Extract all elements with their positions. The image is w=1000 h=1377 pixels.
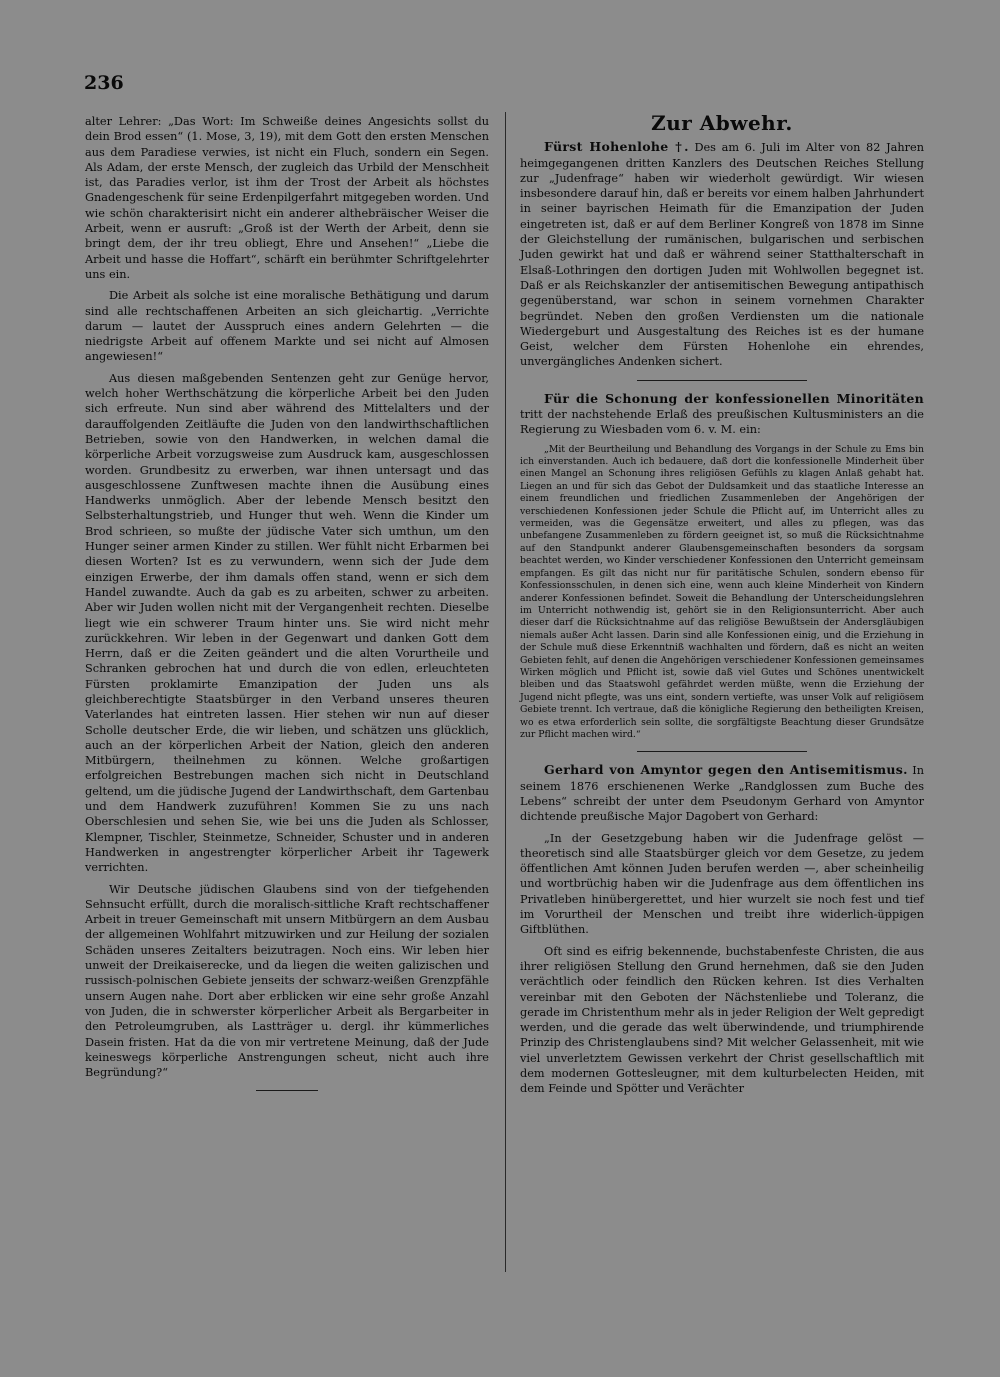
article-text: In seinem 1876 erschienenen Werke „Randglossen zum Buche des Lebens“ schreibt der unter dem Pseudonym Gerhard von Amyntor dichtende preußische Major Dagobert von Gerhard: [520, 764, 924, 824]
decree-quote: „Mit der Beurtheilung und Behandlung des Vorgangs in der Schule zu Ems bin ich einverstanden. Auch ich bedauere, daß dort die konfessionelle Minderheit über einen Mangel an Schonung ihres religiösen Gefühls zu klagen Anlaß gehabt hat. Liegen an und für sich das Gebot der Duldsamkeit und das staatliche Interesse an einem freundlichen und friedlichen Zusammenleben der Angehörigen der verschiedenen Konfessionen jeder Schule die Pflicht auf, im Unterricht alles zu vermeiden, was die Gegensätze erweitert, und alles zu pflegen, was das unbefangene Zusammenleben zu fördern geeignet ist, so muß die Rücksichtnahme auf den Standpunkt anderer Glaubensgemeinschaften besonders da sorgsam beachtet werden, wo Kinder verschiedener Konfessionen den Unterricht gemeinsam empfangen. Es gilt das nicht nur für paritätische Schulen, sondern ebenso für Konfessionsschulen, in denen sich eine, wenn auch kleine Minderheit von Kindern anderer Konfessionen befindet. Soweit die Behandlung der Unterscheidungslehren im Unterricht nothwendig ist, gehört sie in den Religionsunterricht. Aber auch dieser darf die Rücksichtnahme auf das religiöse Bewußtsein der Andersgläubigen niemals außer Acht lassen. Darin sind alle Konfessionen einig, und die Erziehung in der Schule muß diese Erkenntniß wachhalten und fördern, daß es nicht an weiten Gebieten fehlt, auf denen die Angehörigen verschiedener Konfessionen gemeinsames Wirken möglich und Pflicht ist, sowie daß viel Gutes und Schönes unentwickelt bleiben und das Staatswohl gefährdet werden müßte, wenn die Erziehung der Jugend nicht pflegte, was uns eint, sondern vertiefte, was unser Volk auf religiösem Gebiete trennt. Ich vertraue, daß die königliche Regierung den betheiligten Kreisen, wo es etwa erforderlich sein sollte, die sorgfältigste Beachtung dieser Grundsätze zur Pflicht machen wird.“ [520, 443, 924, 740]
article-amyntor [520, 762, 924, 824]
right-column [520, 111, 925, 1103]
column-divider [505, 112, 506, 1272]
article-paragraph: Oft sind es eifrig bekennende, buchstabenfeste Christen, die aus ihrer religiösen Stellung den Grund hernehmen, daß sie den Juden verächtlich oder feindlich den Rücken kehren. Ist dies Verhalten vereinbar mit den Geboten der Nächstenliebe und Toleranz, die gerade im Christenthum mehr als in jeder Religion der Welt gepredigt werden, und die gerade das welt überwindende, und triumphirende Prinzip des Christenglaubens sind? Mit welcher Gelassenheit, mit wie viel unverletztem Gewissen verkehrt der Christ gesellschaftlich mit dem modernen Gottesleugner, mit dem kulturbelecten Heiden, mit dem Feinde und Spötter und Verächter [520, 944, 924, 1096]
left-paragraph: Die Arbeit als solche ist eine moralische Bethätigung und darum sind alle rechtschaffenen Arbeiten an sich gleichartig. „Verrichte darum — lautet der Ausspruch eines andern Gelehrten — die niedrigste Arbeit auf offenem Markte und sei nicht auf Almosen angewiesen!“ [85, 289, 489, 364]
article-separator [637, 380, 807, 381]
left-column [85, 114, 489, 1091]
article-separator [637, 751, 807, 752]
article-text: tritt der nachstehende Erlaß des preußischen Kultusministers an die Regierung zu Wiesbaden vom 6. v. M. ein: [520, 408, 924, 437]
page-number: 236 [84, 72, 124, 94]
article-title: Fürst Hohenlohe †. [544, 139, 689, 155]
left-paragraph: alter Lehrer: „Das Wort: Im Schweiße deines Angesichts sollst du dein Brod essen“ (1. Mose, 3, 19), mit dem Gott den ersten Menschen aus dem Paradiese verwies, ist nicht ein Fluch, sondern ein Segen. Als Adam, der erste Mensch, der zugleich das Urbild der Menschheit ist, das Paradies verlor, ist ihm der Trost der Arbeit als höchstes Gnadengeschenk für seine Erdenpilgerfahrt mitgegeben worden. Und wie schön charakterisirt nicht ein anderer althebräischer Weiser die Arbeit, wenn er ausruft: „Groß ist der Werth der Arbeit, denn sie bringt dem, der ihr treu obliegt, Ehre und Ansehen!“ „Liebe die Arbeit und hasse die Hoffart“, schärft ein berühmter Schriftgelehrter uns ein. [85, 115, 489, 281]
section-heading: Zur Abwehr. [651, 111, 793, 135]
article-title: Gerhard von Amyntor gegen den Antisemitismus. [544, 762, 908, 778]
article-paragraph: „In der Gesetzgebung haben wir die Judenfrage gelöst — theoretisch sind alle Staatsbürger gleich vor dem Gesetze, zu jedem öffentlichen Amt können Juden berufen werden —, aber scheinheilig und wortbrüchig haben wir die Judenfrage aus dem öffentlichen ins Privatleben hinübergerettet, und hier wurzelt sie noch fest und tief im Vorurtheil der Menschen und treibt ihre widerlich-üppigen Giftblüthen. [520, 831, 924, 937]
left-paragraph: Aus diesen maßgebenden Sentenzen geht zur Genüge hervor, welch hoher Werthschätzung die körperliche Arbeit bei den Juden sich erfreute. Nun sind aber während des Mittelalters und der darauffolgenden Zeitläufte die Juden von den landwirthschaftlichen Betrieben, sowie von den Handwerken, in welchen damal die körperliche Arbeit vorzugsweise zum Ausdruck kam, ausgeschlossen worden. Grundbesitz zu erwerben, war ihnen untersagt und das ausgeschlossene Zunftwesen machte ihnen die Ausübung eines Handwerks unmöglich. Aber der lebende Mensch besitzt den Selbsterhaltungstrieb, und Hunger thut weh. Wenn die Kinder um Brod schrieen, so mußte der jüdische Vater sich umthun, um den Hunger seiner armen Kinder zu stillen. Wer fühlt nicht Erbarmen bei diesen Worten? Ist es zu verwundern, wenn sich der Jude dem einzigen Erwerbe, der ihm damals offen stand, wenn er sich dem Handel zuwandte. Auch da gab es zu arbeiten, schwer zu arbeiten. Aber wir Juden wollen nicht mit der Vergangenheit rechten. Dieselbe liegt wie ein schwerer Traum hinter uns. Sie wird nicht mehr zurückkehren. Wir leben in der Gegenwart und danken Gott dem Herrn, daß er die Zeiten geändert und die alten Vorurtheile und Schranken gebrochen hat und durch die von edlen, erleuchteten Fürsten proklamirte Emanzipation der Juden uns als gleichberechtigte Staatsbürger in den Verband unseres theuren Vaterlandes hat eintreten lassen. Hier stehen wir nun auf dieser Scholle deutscher Erde, die wir lieben, und schätzen uns glücklich, auch an der körperlichen Arbeit der Nation, gleich den anderen Mitbürgern, theilnehmen zu können. Welche großartigen erfolgreichen Bestrebungen machen sich nicht in Deutschland geltend, um die jüdische Jugend der Landwirthschaft, dem Gartenbau und dem Handwerk zuzuführen! Kommen Sie zu uns nach Oberschlesien und sehen Sie, wie bei uns die Juden als Schlosser, Klempner, Tischler, Steinmetze, Schneider, Schuster und in anderen Handwerken in angestrengter körperlicher Arbeit ihr Tagewerk verrichten. [85, 371, 489, 875]
article-hohenlohe [520, 139, 924, 369]
article-text: Des am 6. Juli im Alter von 82 Jahren heimgegangenen dritten Kanzlers des Deutschen Reiches Stellung zur „Judenfrage“ haben wir wiederholt gewürdigt. Wir wiesen insbesondere darauf hin, daß er bereits vor einem halben Jahrhundert in seiner bayrischen Heimath für die Emanzipation der Juden eingetreten ist, daß er auf dem Berliner Kongreß von 1878 im Sinne der Gleichstellung der rumänischen, bulgarischen und serbischen Juden gewirkt hat und daß er während seiner Statthalterschaft in Elsaß-Lothringen den dortigen Juden mit Wohlwollen begegnet ist. Daß er als Reichskanzler der antisemitischen Bewegung antipathisch gegenüberstand, war schon in seinem vornehmen Charakter begründet. Neben den großen Verdiensten um die nationale Wiedergeburt und Ausgestaltung des Reiches ist es der humane Geist, welcher dem Fürsten Hohenlohe ein ehrendes, unvergängliches Andenken sichert. [520, 141, 925, 369]
article-title: Für die Schonung der konfessionellen Minoritäten [544, 390, 924, 406]
end-rule [256, 1090, 318, 1091]
article-minoritaeten [520, 391, 924, 438]
left-paragraph: Wir Deutsche jüdischen Glaubens sind von der tiefgehenden Sehnsucht erfüllt, durch die moralisch-sittliche Kraft rechtschaffener Arbeit in treuer Gemeinschaft mit unsern Mitbürgern an dem Ausbau der allgemeinen Wohlfahrt mitzuwirken und zur Heilung der sozialen Schäden unseres Zeitalters beizutragen. Noch eins. Wir leben hier unweit der Dreikaiserecke, und da liegen die weiten galizischen und russisch-polnischen Gebiete jenseits der schwarz-weißen Grenzpfähle unsern Augen nahe. Dort aber erblicken wir eine sehr große Anzahl von Juden, die in schwerster körperlicher Arbeit als Bergarbeiter in den Petroleumgruben, als Lastträger u. dergl. ihr kümmerliches Dasein fristen. Hat da die von mir vertretene Meinung, daß der Jude keineswegs körperliche Anstrengungen scheut, nicht auch ihre Begründung?“ [85, 882, 489, 1080]
